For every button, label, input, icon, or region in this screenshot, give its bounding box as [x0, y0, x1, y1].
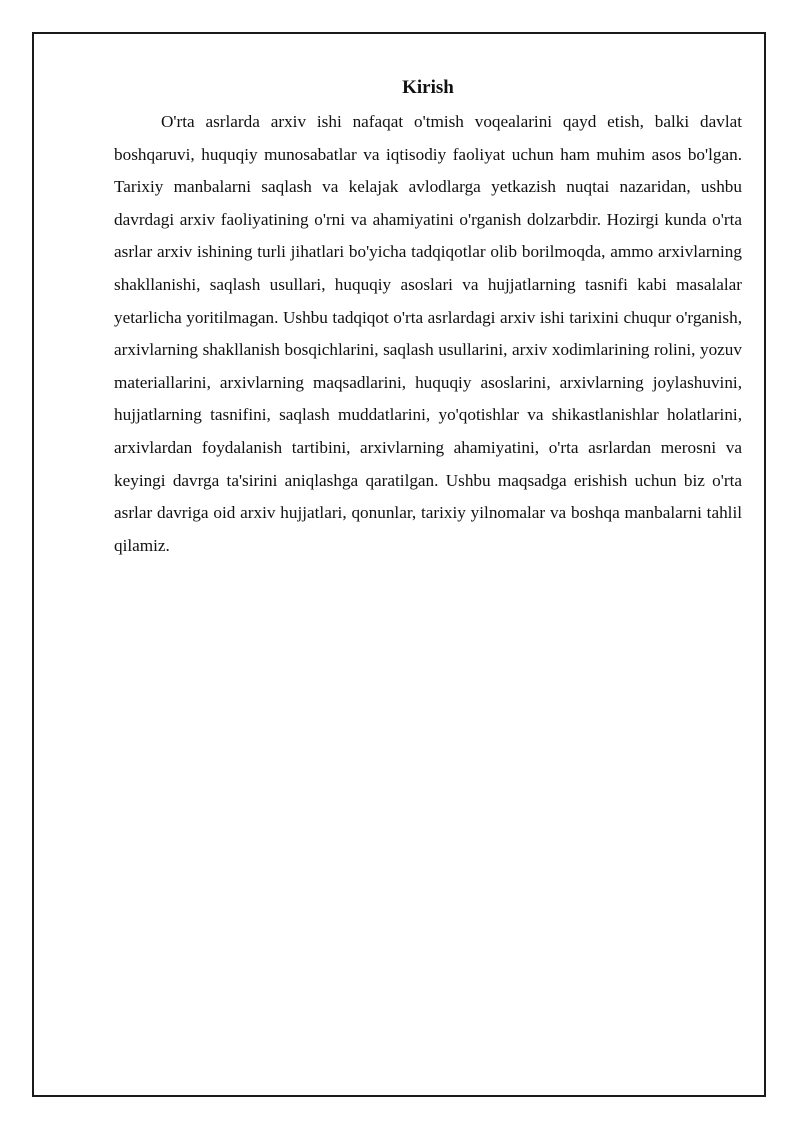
page-title: Kirish	[402, 77, 454, 98]
intro-paragraph: O'rta asrlarda arxiv ishi nafaqat o'tmish voqealarini qayd etish, balki davlat boshqaruvi, huquqiy munosabatlar va iqtisodiy faoliyat uchun ham muhim asos bo'lgan. Tarixiy manbalarni saqlash va kelajak avlodlarga yetkazish nuqtai nazaridan, ushbu davrdagi arxiv faoliyatining o'rni va ahamiyatini o'rganish dolzarbdir. Hozirgi kunda o'rta asrlar arxiv ishining turli jihatlari bo'yicha tadqiqotlar olib borilmoqda, ammo arxivlarning shakllanishi, saqlash usullari, huquqiy asoslari va hujjatlarning tasnifi kabi masalalar yetarlicha yoritilmagan. Ushbu tadqiqot o'rta asrlardagi arxiv ishi tarixini chuqur o'rganish, arxivlarning shakllanish bosqichlarini, saqlash usullarini, arxiv xodimlarining rolini, yozuv materiallarini, arxivlarning maqsadlarini, huquqiy asoslarini, arxivlarning joylashuvini, hujjatlarning tasnifini, saqlash muddatlarini, yo'qotishlar va shikastlanishlar holatlarini, arxivlardan foydalanish tartibini, arxivlarning ahamiyatini, o'rta asrlardan merosni va keyingi davrga ta'sirini aniqlashga qaratilgan. Ushbu maqsadga erishish uchun biz o'rta asrlar davriga oid arxiv hujjatlari, qonunlar, tarixiy yilnomalar va boshqa manbalarni tahlil qilamiz.	[114, 112, 742, 555]
